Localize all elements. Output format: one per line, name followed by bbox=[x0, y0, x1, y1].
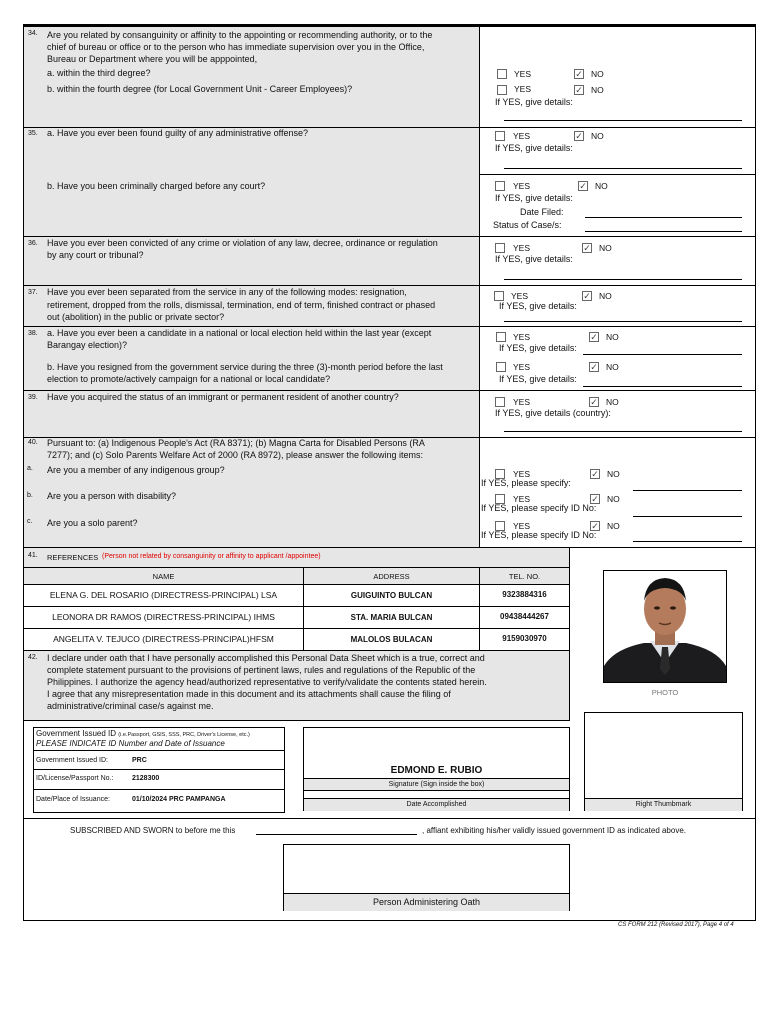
q40-text-line2: 7277); and (c) Solo Parents Welfare Act of 2000 (RA 8972), please answer the following items: bbox=[47, 450, 424, 460]
q34-text-line1: Are you related by consanguinity or affinity to the appointing or recommending authority, or to the bbox=[47, 30, 433, 40]
q40-c-letter: c. bbox=[27, 518, 33, 525]
q34b-yes-label: YES bbox=[514, 84, 532, 94]
oath-top bbox=[23, 818, 755, 819]
q35-b-text: b. Have you been criminally charged before any court? bbox=[47, 181, 266, 191]
signature-caption: Signature (Sign inside the box) bbox=[304, 778, 569, 791]
frame-left bbox=[23, 24, 24, 921]
q37-number: 37. bbox=[28, 289, 38, 296]
q35b-no-label: NO bbox=[595, 181, 608, 191]
q39-details-label: If YES, give details (country): bbox=[495, 408, 611, 418]
divider bbox=[23, 547, 755, 548]
q40-b-letter: b. bbox=[27, 492, 33, 499]
q40b-specify-field[interactable] bbox=[633, 516, 742, 517]
q34-text-line3: Bureau or Department where you will be apppointed, bbox=[47, 54, 258, 64]
ref-line bbox=[23, 650, 570, 651]
q34b-yes-checkbox[interactable] bbox=[497, 85, 507, 95]
signature-name: EDMOND E. RUBIO bbox=[390, 765, 483, 776]
ref-row-2-address[interactable]: STA. MARIA BULCAN bbox=[350, 613, 433, 622]
ref-row-1-address[interactable]: GUIGUINTO BULCAN bbox=[350, 591, 433, 600]
ref-row-2-name[interactable]: LEONORA DR RAMOS (DIRECTRESS-PRINCIPAL) IHMS bbox=[52, 612, 275, 622]
q35b-status-label: Status of Case/s: bbox=[493, 220, 562, 230]
thumbmark-caption: Right Thumbmark bbox=[585, 798, 742, 811]
q39-details-field[interactable] bbox=[504, 431, 742, 432]
q34a-yes-label: YES bbox=[514, 69, 532, 79]
thumbmark-box[interactable] bbox=[584, 712, 743, 811]
q35b-date-filed-field[interactable] bbox=[585, 217, 742, 218]
divider bbox=[479, 174, 755, 175]
q39-yes-label: YES bbox=[513, 397, 531, 407]
q41-references-note: (Person not related by consanguinity or affinity to applicant /appointee) bbox=[102, 553, 321, 560]
q37-no-checkbox[interactable]: ✓ bbox=[583, 291, 591, 301]
q38-b-line1: b. Have you resigned from the government service during the three (3)-month period before the last bbox=[47, 362, 443, 372]
q40-number: 40. bbox=[28, 439, 38, 446]
q35-a-text: a. Have you ever been found guilty of any administrative offense? bbox=[47, 128, 308, 138]
form-footer: CS FORM 212 (Revised 2017), Page 4 of 4 bbox=[618, 922, 734, 928]
q35b-yes-checkbox[interactable] bbox=[495, 181, 505, 191]
q40a-yes-label: YES bbox=[513, 469, 531, 479]
gov-id-number-value[interactable]: 2128300 bbox=[132, 775, 160, 782]
q35a-yes-checkbox[interactable] bbox=[495, 131, 505, 141]
q38-b-line2: election to promote/actively campaign for a national or local candidate? bbox=[47, 374, 331, 384]
q39-number: 39. bbox=[28, 394, 38, 401]
q34-details-label: If YES, give details: bbox=[495, 97, 573, 107]
ref-row-3-tel[interactable]: 9159030970 bbox=[502, 634, 547, 643]
oath-caption: Person Administering Oath bbox=[284, 893, 569, 911]
q37-text-line2: retirement, dropped from the rolls, dismissal, termination, end of term, finished contract or phased bbox=[47, 300, 436, 310]
q42-number: 42. bbox=[28, 654, 38, 661]
q38b-no-checkbox[interactable]: ✓ bbox=[590, 362, 598, 372]
q40c-specify-field[interactable] bbox=[633, 541, 742, 542]
q37-details-field[interactable] bbox=[504, 321, 742, 322]
q36-yes-label: YES bbox=[513, 243, 531, 253]
q40c-no-label: NO bbox=[607, 521, 620, 531]
ref-row-3-name[interactable]: ANGELITA V. TEJUCO (DIRECTRESS-PRINCIPAL)HFSM bbox=[53, 634, 274, 644]
q42-line4: I agree that any misrepresentation made in this document and its attachments shall cause the filing of bbox=[47, 689, 451, 699]
answer-column-divider bbox=[479, 27, 480, 547]
q36-text-line2: by any court or tribunal? bbox=[47, 250, 144, 260]
q40-a-letter: a. bbox=[27, 465, 33, 472]
q35b-yes-label: YES bbox=[513, 181, 531, 191]
ref-col bbox=[569, 547, 570, 721]
q34-text-line2: chief of bureau or office or to the person who has immediate supervision over you in the Office, bbox=[47, 42, 425, 52]
q36-no-label: NO bbox=[599, 243, 612, 253]
q40c-specify-label: If YES, please specify ID No: bbox=[481, 530, 597, 540]
q42-line1: I declare under oath that I have personally accomplished this Personal Data Sheet which is a true, correct and bbox=[47, 653, 485, 663]
q35a-details-label: If YES, give details: bbox=[495, 143, 573, 153]
q39-text: Have you acquired the status of an immigrant or permanent resident of another country? bbox=[47, 392, 399, 402]
q41-number: 41. bbox=[28, 552, 38, 559]
q35b-details-label: If YES, give details: bbox=[495, 193, 573, 203]
ref-row-1-tel[interactable]: 9323884316 bbox=[502, 590, 547, 599]
gov-id-title-text: Government Issued ID bbox=[36, 729, 117, 738]
gov-id-instruction: PLEASE INDICATE ID Number and Date of Issuance bbox=[36, 739, 225, 748]
q42-line3: Philippines. I authorize the agency head/authorized representative to verify/validate the contents stated herein. bbox=[47, 677, 487, 687]
q35b-status-field[interactable] bbox=[585, 231, 742, 232]
q38-a-line1: a. Have you ever been a candidate in a national or local election held within the last year (except bbox=[47, 328, 432, 338]
q35a-details-field[interactable] bbox=[504, 168, 742, 169]
ref-line bbox=[23, 584, 570, 585]
q39-no-checkbox[interactable]: ✓ bbox=[590, 397, 598, 407]
q34a-yes-checkbox[interactable] bbox=[497, 69, 507, 79]
q41-references-label: REFERENCES bbox=[47, 553, 99, 562]
q36-details-label: If YES, give details: bbox=[495, 254, 573, 264]
applicant-photo bbox=[604, 571, 726, 682]
q34-details-field[interactable] bbox=[504, 120, 742, 121]
q40b-no-checkbox[interactable]: ✓ bbox=[591, 494, 599, 504]
oath-date-field[interactable] bbox=[256, 834, 417, 835]
q35b-no-checkbox[interactable]: ✓ bbox=[579, 181, 587, 191]
q37-text-line1: Have you ever been separated from the service in any of the following modes: resignation, bbox=[47, 287, 407, 297]
q38b-yes-checkbox[interactable] bbox=[496, 362, 506, 372]
q37-text-line3: out (abolition) in the public or private sector? bbox=[47, 312, 225, 322]
ref-line bbox=[23, 606, 570, 607]
gov-id-line bbox=[33, 769, 285, 770]
q38b-no-label: NO bbox=[606, 362, 619, 372]
frame-bottom bbox=[23, 920, 756, 921]
oath-text-1: SUBSCRIBED AND SWORN to before me this bbox=[70, 826, 236, 835]
q35-number: 35. bbox=[28, 130, 38, 137]
gov-id-title-note: (i.e.Passport, GSIS, SSS, PRC, Driver's License, etc.) bbox=[118, 732, 250, 738]
q35a-no-label: NO bbox=[591, 131, 604, 141]
q40b-yes-label: YES bbox=[513, 494, 531, 504]
q38b-yes-label: YES bbox=[513, 362, 531, 372]
q34-b-text: b. within the fourth degree (for Local Government Unit - Career Employees)? bbox=[47, 84, 353, 94]
q39-yes-checkbox[interactable] bbox=[495, 397, 505, 407]
q38a-yes-label: YES bbox=[513, 332, 531, 342]
gov-id-date-label: Date/Place of Issuance: bbox=[36, 796, 110, 803]
q40a-no-label: NO bbox=[607, 469, 620, 479]
q42-line2: complete statement pursuant to the provisions of pertinent laws, rules and regulations of the Republic of the bbox=[47, 665, 476, 675]
gov-id-line bbox=[33, 750, 285, 751]
q36-yes-checkbox[interactable] bbox=[495, 243, 505, 253]
q40-a-text: Are you a member of any indigenous group? bbox=[47, 465, 225, 475]
q34-a-text: a. within the third degree? bbox=[47, 68, 151, 78]
q40b-no-label: NO bbox=[607, 494, 620, 504]
q35a-no-checkbox[interactable]: ✓ bbox=[575, 131, 583, 141]
gov-id-type-label: Government Issued ID: bbox=[36, 757, 108, 764]
q38a-no-label: NO bbox=[606, 332, 619, 342]
date-accomplished-caption: Date Accomplished bbox=[304, 798, 569, 811]
photo-label: PHOTO bbox=[651, 688, 679, 697]
q34a-no-label: NO bbox=[591, 69, 604, 79]
q40c-yes-label: YES bbox=[513, 521, 531, 531]
gov-id-title bbox=[36, 729, 250, 738]
q38a-details-label: If YES, give details: bbox=[499, 343, 577, 353]
q40-b-text: Are you a person with disability? bbox=[47, 491, 177, 501]
q35a-yes-label: YES bbox=[513, 131, 531, 141]
q37-no-label: NO bbox=[599, 291, 612, 301]
q38a-no-checkbox[interactable]: ✓ bbox=[590, 332, 598, 342]
q38b-details-label: If YES, give details: bbox=[499, 374, 577, 384]
ref-row-2-tel[interactable]: 09438444267 bbox=[500, 612, 549, 621]
gov-id-date-value[interactable]: 01/10/2024 PRC PAMPANGA bbox=[132, 796, 226, 803]
q38-number: 38. bbox=[28, 330, 38, 337]
q34b-no-label: NO bbox=[591, 85, 604, 95]
q42-bottom bbox=[23, 720, 570, 721]
oath-text-2: , affiant exhibiting his/her validly issued government ID as indicated above. bbox=[422, 826, 687, 835]
frame-right bbox=[755, 24, 756, 921]
q38b-details-field[interactable] bbox=[583, 386, 742, 387]
q40c-no-checkbox[interactable]: ✓ bbox=[591, 521, 599, 531]
q34-number: 34. bbox=[28, 30, 38, 37]
q34a-no-checkbox[interactable]: ✓ bbox=[575, 69, 583, 79]
gov-id-line bbox=[33, 789, 285, 790]
q39-no-label: NO bbox=[606, 397, 619, 407]
ref-header-address: ADDRESS bbox=[373, 572, 410, 581]
q38-a-line2: Barangay election)? bbox=[47, 340, 128, 350]
q40a-no-checkbox[interactable]: ✓ bbox=[591, 469, 599, 479]
q40b-specify-label: If YES, please specify ID No: bbox=[481, 503, 597, 513]
gov-id-type-value[interactable]: PRC bbox=[132, 757, 147, 764]
ref-line bbox=[23, 567, 570, 568]
gov-id-number-label: ID/License/Passport No.: bbox=[36, 775, 114, 782]
q36-details-field[interactable] bbox=[504, 279, 742, 280]
q35b-date-filed-label: Date Filed: bbox=[520, 207, 564, 217]
ref-row-3-address[interactable]: MALOLOS BULACAN bbox=[350, 635, 433, 644]
ref-header-tel: TEL. NO. bbox=[508, 572, 541, 581]
q37-yes-label: YES bbox=[511, 291, 529, 301]
q38a-yes-checkbox[interactable] bbox=[496, 332, 506, 342]
q36-text-line1: Have you ever been convicted of any crime or violation of any law, decree, ordinance or regulation bbox=[47, 238, 438, 248]
q36-number: 36. bbox=[28, 240, 38, 247]
q40a-specify-field[interactable] bbox=[633, 490, 742, 491]
q36-no-checkbox[interactable]: ✓ bbox=[583, 243, 591, 253]
q40-c-text: Are you a solo parent? bbox=[47, 518, 138, 528]
ref-line bbox=[23, 628, 570, 629]
ref-row-1-name[interactable]: ELENA G. DEL ROSARIO (DIRECTRESS-PRINCIPAL) LSA bbox=[49, 590, 278, 600]
photo-frame[interactable] bbox=[603, 570, 727, 683]
q34b-no-checkbox[interactable]: ✓ bbox=[575, 85, 583, 95]
q42-line5: administrative/criminal case/s against me. bbox=[47, 701, 214, 711]
q37-details-label: If YES, give details: bbox=[499, 301, 577, 311]
q40a-specify-label: If YES, please specify: bbox=[481, 478, 571, 488]
q40-text-line1: Pursuant to: (a) Indigenous People's Act (RA 8371); (b) Magna Carta for Disabled Persons (RA bbox=[47, 438, 425, 448]
ref-header-name: NAME bbox=[152, 572, 175, 581]
q38a-details-field[interactable] bbox=[583, 354, 742, 355]
